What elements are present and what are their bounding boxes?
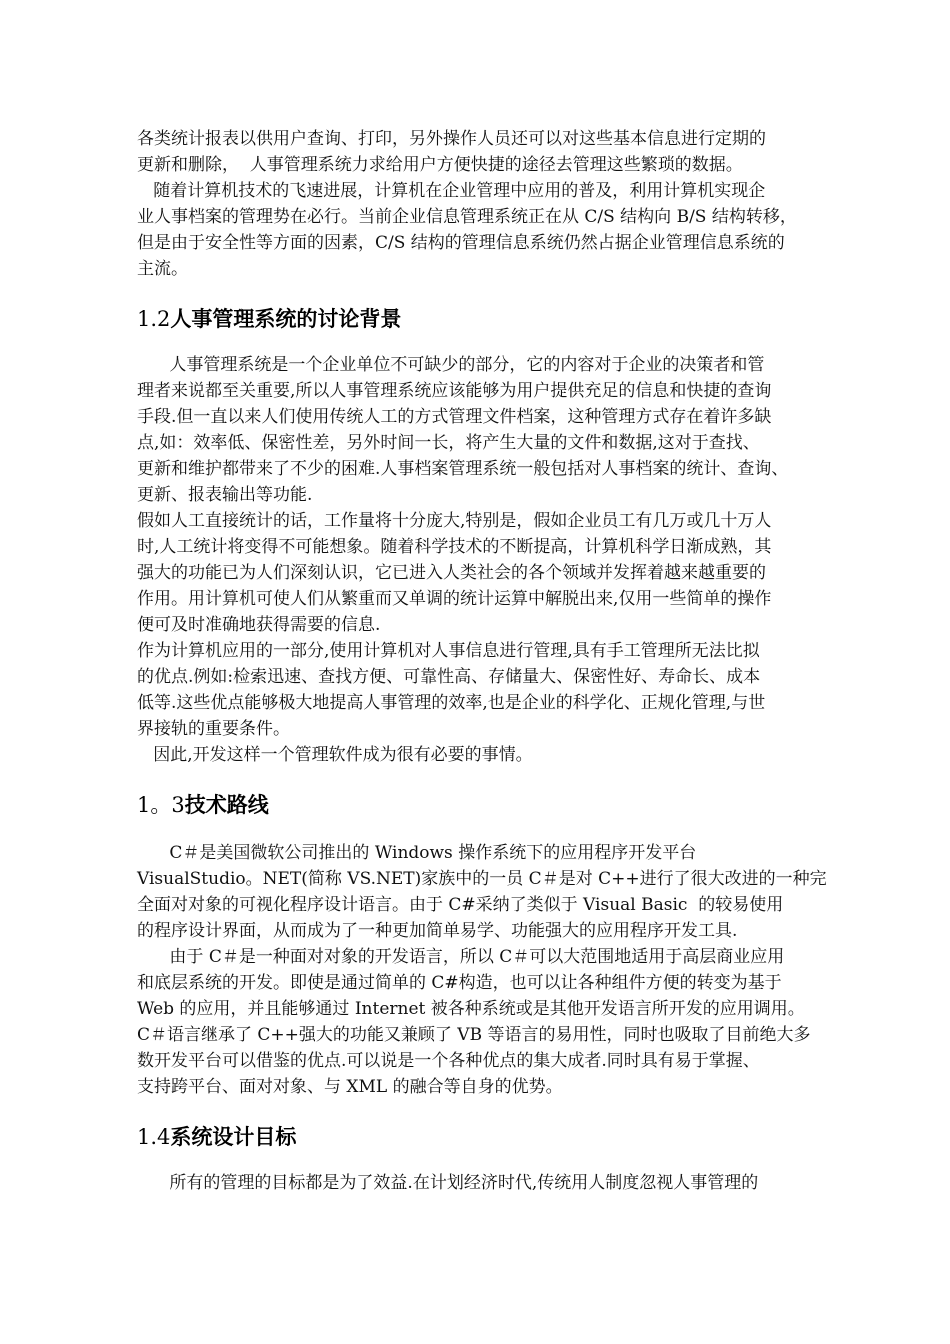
body-line: 全面对对象的可视化程序设计语言。由于 C#采纳了类似于 Visual Basic 的较易使用 bbox=[137, 895, 784, 915]
body-line: 支持跨平台、面对对象、与 XML 的融合等自身的优势。 bbox=[137, 1077, 563, 1097]
body-line: Web 的应用，并且能够通过 Internet 被各种系统或是其他开发语言所开发的应用调用。 bbox=[137, 999, 805, 1019]
intro-line: 但是由于安全性等方面的因素，C/S 结构的管理信息系统仍然占据企业管理信息系统的 bbox=[137, 233, 785, 253]
body-line: 和底层系统的开发。即使是通过简单的 C#构造，也可以让各种组件方便的转变为基于 bbox=[137, 973, 782, 993]
body-line: 便可及时准确地获得需要的信息. bbox=[137, 615, 381, 635]
body-line: 点,如：效率低、保密性差，另外时间一长，将产生大量的文件和数据,这对于查找、 bbox=[137, 433, 760, 453]
body-line: 假如人工直接统计的话，工作量将十分庞大,特别是，假如企业员工有几万或几十万人 bbox=[137, 511, 772, 531]
body-line: 更新和维护都带来了不少的困难.人事档案管理系统一般包括对人事档案的统计、查询、 bbox=[137, 459, 789, 479]
body-line: 因此,开发这样一个管理软件成为很有必要的事情。 bbox=[137, 745, 533, 765]
body-line: 的程序设计界面，从而成为了一种更加简单易学、功能强大的应用程序开发工具. bbox=[137, 921, 738, 941]
body-line: C＃语言继承了 C++强大的功能又兼顾了 VB 等语言的易用性，同时也吸取了目前绝大多 bbox=[137, 1025, 811, 1045]
body-line: 数开发平台可以借鉴的优点.可以说是一个各种优点的集大成者.同时具有易于掌握、 bbox=[137, 1051, 760, 1071]
body-line: 理者来说都至关重要,所以人事管理系统应该能够为用户提供充足的信息和快捷的查询 bbox=[137, 381, 772, 401]
section-number: 1。3 bbox=[137, 793, 185, 817]
intro-line: 各类统计报表以供用户查询、打印，另外操作人员还可以对这些基本信息进行定期的 bbox=[137, 129, 766, 149]
section-title: 人事管理系统的讨论背景 bbox=[170, 307, 402, 331]
intro-line: 主流。 bbox=[137, 259, 188, 279]
section-heading bbox=[137, 790, 269, 820]
section-heading bbox=[137, 304, 401, 334]
body-line: 所有的管理的目标都是为了效益.在计划经济时代,传统用人制度忽视人事管理的 bbox=[137, 1173, 759, 1193]
body-line: 作用。用计算机可使人们从繁重而又单调的统计运算中解脱出来,仅用一些简单的操作 bbox=[137, 589, 772, 609]
body-line: 人事管理系统是一个企业单位不可缺少的部分，它的内容对于企业的决策者和管 bbox=[137, 355, 765, 375]
section-title: 系统设计目标 bbox=[170, 1125, 297, 1149]
body-line: 强大的功能已为人们深刻认识，它已进入人类社会的各个领域并发挥着越来越重要的 bbox=[137, 563, 766, 583]
body-line: VisualStudio。NET(简称 VS.NET)家族中的一员 C＃是对 C++进行了很大改进的一种完 bbox=[137, 869, 827, 889]
body-line: 界接轨的重要条件。 bbox=[137, 719, 290, 739]
intro-line: 随着计算机技术的飞速进展，计算机在企业管理中应用的普及，利用计算机实现企 bbox=[137, 181, 766, 201]
body-line: 时,人工统计将变得不可能想象。随着科学技术的不断提高，计算机科学日渐成熟，其 bbox=[137, 537, 772, 557]
intro-line: 业人事档案的管理势在必行。当前企业信息管理系统正在从 C/S 结构向 B/S 结构转移， bbox=[137, 207, 797, 227]
body-line: 作为计算机应用的一部分,使用计算机对人事信息进行管理,具有手工管理所无法比拟 bbox=[137, 641, 760, 661]
section-title: 技术路线 bbox=[184, 793, 269, 817]
body-line: 手段.但一直以来人们使用传统人工的方式管理文件档案，这种管理方式存在着许多缺 bbox=[137, 407, 772, 427]
body-line: 由于 C＃是一种面对对象的开发语言，所以 C＃可以大范围地适用于高层商业应用 bbox=[137, 947, 785, 967]
section-number: 1.4 bbox=[137, 1125, 171, 1149]
section-number: 1.2 bbox=[137, 307, 171, 331]
body-line: C＃是美国微软公司推出的 Windows 操作系统下的应用程序开发平台 bbox=[137, 843, 697, 863]
section-heading bbox=[137, 1122, 296, 1152]
body-line: 的优点.例如:检索迅速、查找方便、可靠性高、存储量大、保密性好、寿命长、成本 bbox=[137, 667, 761, 687]
body-line: 更新、报表输出等功能. bbox=[137, 485, 313, 505]
intro-line: 更新和删除， 人事管理系统力求给用户方便快捷的途径去管理这些繁琐的数据。 bbox=[137, 155, 743, 175]
body-line: 低等.这些优点能够极大地提高人事管理的效率,也是企业的科学化、正规化管理,与世 bbox=[137, 693, 766, 713]
